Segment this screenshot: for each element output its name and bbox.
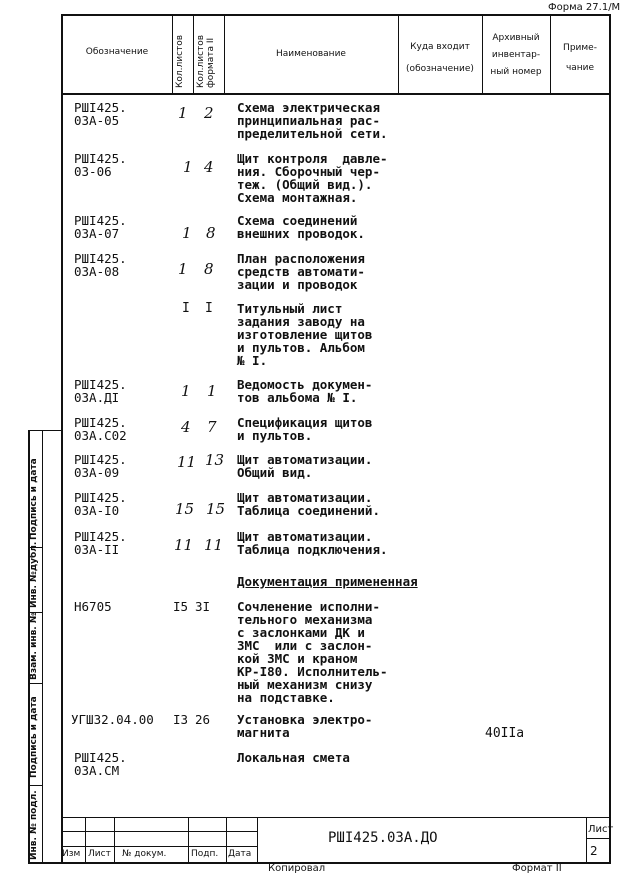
- row-code: РШI425. 03А-II: [74, 529, 127, 557]
- stamp-doc-code: РШI425.03А.ДО: [328, 830, 438, 846]
- side-strip-sep: [28, 785, 43, 786]
- row-name: Щит контроля давле- ния. Сборочный чер- теж. (Общий вид.). Схема монтажная.: [237, 151, 388, 205]
- frame-left-line: [61, 14, 63, 863]
- side-strip-inner: [42, 430, 43, 863]
- row-code: РШI425. 03А-I0: [74, 490, 127, 518]
- side-label-sign-date: Подпись и дата: [29, 696, 39, 778]
- row-name: Спецификация щитов и пультов.: [237, 415, 373, 443]
- row-sheets-format: 8: [206, 224, 216, 242]
- stamp-col: [226, 817, 227, 862]
- row-sheets: I: [182, 301, 190, 316]
- applied-code: РШI425. 03А.СМ: [74, 750, 127, 778]
- stamp-col-date: Дата: [228, 849, 252, 859]
- copied-label: Копировал: [268, 863, 326, 874]
- row-sheets-format: 8: [204, 260, 214, 278]
- stamp-row-line: [61, 846, 257, 847]
- row-code: РШI425. 03А.ДI: [74, 377, 127, 405]
- col-sep: [550, 14, 551, 94]
- row-code: РШI425. 03А-09: [74, 452, 127, 480]
- header-where-used: Куда входит (обозначение): [406, 42, 474, 74]
- col-sep: [224, 14, 225, 94]
- row-sheets-format: 1: [207, 382, 217, 400]
- row-name: Щит автоматизации. Таблица соединений.: [237, 490, 380, 518]
- row-sheets-format: 4: [204, 158, 214, 176]
- stamp-col: [114, 817, 115, 862]
- side-label-inv-orig: Инв. № подл.: [29, 790, 39, 860]
- stamp-col: [586, 817, 587, 862]
- col-sep: [193, 14, 194, 94]
- applied-sheets: I3: [173, 712, 189, 727]
- row-code: РШI425. 03А-08: [74, 251, 127, 279]
- header-designation: Обозначение: [85, 47, 149, 57]
- row-name: Схема соединений внешних проводок.: [237, 213, 365, 241]
- stamp-sheet-label: Лист: [588, 824, 614, 835]
- row-sheets: 1: [178, 260, 188, 278]
- header-sheets-count: Кол.листов: [175, 34, 185, 88]
- stamp-sheet-no: 2: [590, 844, 598, 858]
- stamp-sheet-line: [586, 838, 611, 839]
- applied-sheets: I5: [173, 599, 189, 614]
- side-label-sign-date-2: Подпись и дата: [29, 458, 39, 540]
- side-label-replace-inv: Взам. инв. №: [29, 612, 39, 680]
- stamp-col-izm: Изм: [62, 849, 81, 859]
- header-archive-no: Архивный инвентар-ный номер: [490, 33, 542, 77]
- side-strip-sep: [28, 683, 43, 684]
- stamp-col: [188, 817, 189, 862]
- row-sheets-format: 7: [207, 418, 217, 436]
- row-sheets: 11: [174, 536, 194, 554]
- row-sheets: 4: [181, 418, 191, 436]
- col-sep: [482, 14, 483, 94]
- side-label-inv-dup: Инв. №дубл.: [29, 541, 39, 608]
- row-sheets: 11: [177, 453, 197, 471]
- stamp-row-line: [61, 831, 257, 832]
- row-code: РШI425. 03-06: [74, 151, 127, 179]
- row-sheets: 1: [178, 104, 188, 122]
- row-sheets: 1: [182, 224, 192, 242]
- frame-right-line: [609, 14, 611, 863]
- stamp-col: [85, 817, 86, 862]
- row-code: РШI425. 03А-05: [74, 100, 127, 128]
- stamp-col-list: Лист: [88, 849, 111, 859]
- row-name: Щит автоматизации. Общий вид.: [237, 452, 373, 480]
- format-label: Формат II: [512, 863, 562, 874]
- stamp-col-doc: № докум.: [122, 849, 167, 859]
- stamp-col-sign: Подп.: [191, 849, 219, 859]
- row-sheets-format: 13: [205, 451, 225, 469]
- side-strip-top: [28, 430, 62, 431]
- row-sheets: 1: [181, 382, 191, 400]
- applied-code: Н6705: [74, 599, 112, 614]
- row-sheets: 1: [183, 158, 193, 176]
- applied-name: Сочленение исполни- тельного механизма с заслонками ДК и ЗМС или с заслон- кой ЗМС и краном КР-I80. Исполнитель- ный механизм снизу на подставке.: [237, 599, 388, 705]
- section-title: Документация примененная: [237, 574, 418, 589]
- applied-sheets-format: 26: [195, 712, 211, 727]
- row-code: РШI425. 03А.С02: [74, 415, 127, 443]
- row-sheets-format: I: [205, 301, 213, 316]
- frame-top-line: [61, 14, 611, 16]
- applied-name: Локальная смета: [237, 750, 350, 765]
- col-sep: [398, 14, 399, 94]
- stamp-col: [257, 817, 258, 862]
- row-code: РШI425. 03А-07: [74, 213, 127, 241]
- stamp-top-line: [61, 817, 611, 818]
- header-sheets-format: Кол.листов формата II: [196, 34, 216, 88]
- row-sheets-format: 15: [206, 500, 226, 518]
- header-note: Приме-чание: [563, 43, 597, 73]
- row-sheets: 15: [175, 500, 195, 518]
- header-name: Наименование: [276, 49, 346, 59]
- row-name: Титульный лист задания заводу на изготовление щитов и пультов. Альбом № I.: [237, 301, 373, 368]
- applied-name: Установка электро- магнита: [237, 712, 373, 740]
- row-sheets-format: 2: [204, 104, 214, 122]
- applied-archive: 40IIа: [485, 726, 525, 741]
- row-name: План расположения средств автомати- зации и проводок: [237, 251, 365, 292]
- form-label: Форма 27.1/М: [548, 2, 621, 13]
- header-bottom-line: [61, 93, 611, 95]
- row-name: Ведомость докумен- тов альбома № I.: [237, 377, 373, 405]
- applied-sheets-format: 3I: [195, 599, 211, 614]
- applied-code: УГШ32.04.00: [71, 712, 154, 727]
- row-name: Схема электрическая принципиальная рас- пределительной сети.: [237, 100, 388, 141]
- col-sep: [172, 14, 173, 94]
- row-sheets-format: 11: [204, 536, 224, 554]
- row-name: Щит автоматизации. Таблица подключения.: [237, 529, 388, 557]
